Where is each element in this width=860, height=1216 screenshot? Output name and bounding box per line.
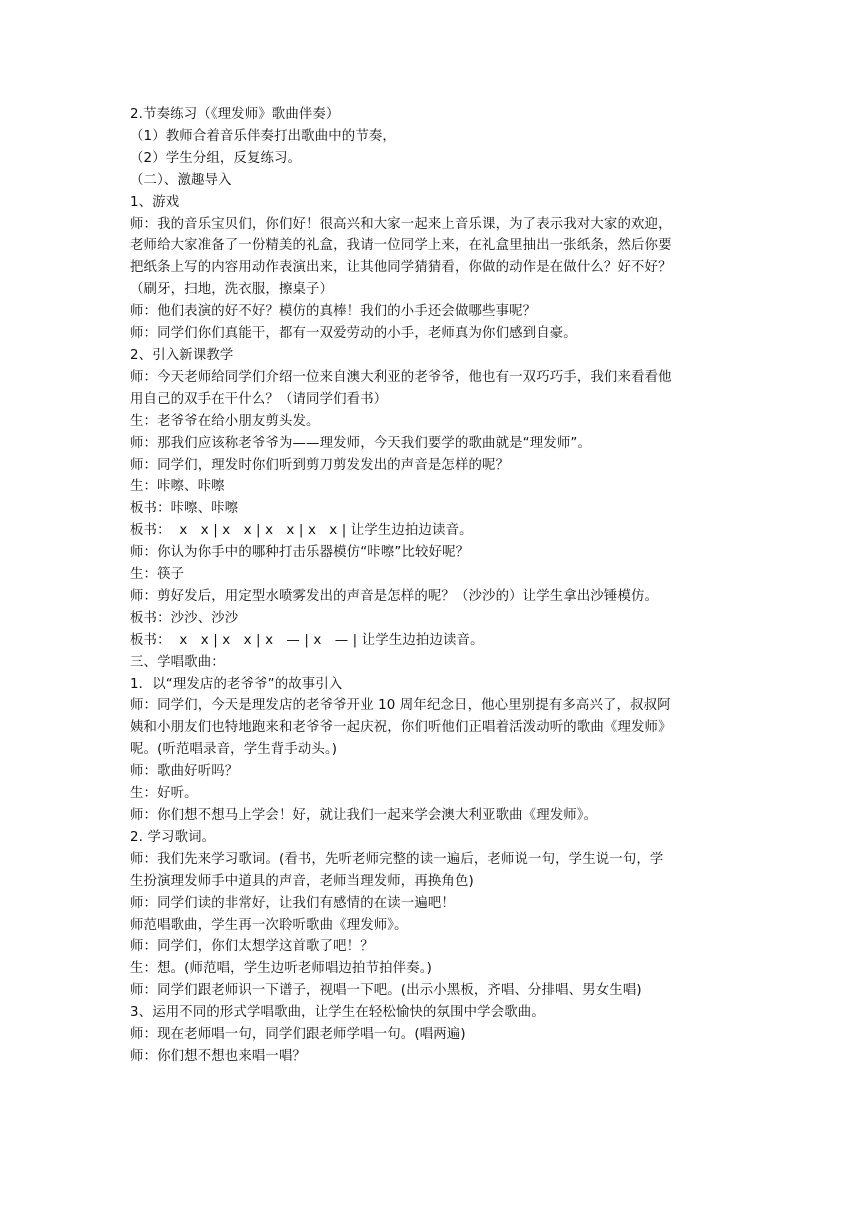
text-line: 呢。(听范唱录音，学生背手动头。) [130,742,338,758]
text-line: 板书：咔嚓、咔嚓 [130,501,239,517]
rhythm-notation-line: 板书： x x | x x | x — | x — | 让学生边拍边读音。 [130,632,484,648]
text-line: 师：同学们跟老师识一下谱子，视唱一下吧。(出示小黑板，齐唱、分排唱、男女生唱) [130,983,642,999]
text-line: 生：咔嚓、咔嚓 [130,479,225,495]
text-line: 师：那我们应该称老爷爷为——理发师，今天我们要学的歌曲就是“理发师”。 [130,435,592,451]
text-line: 师：你认为你手中的哪种打击乐器模仿“咔嚓”比较好呢？ [130,545,470,561]
text-line: 师：现在老师唱一句，同学们跟老师学唱一句。(唱两遍) [130,1027,466,1043]
text-line: 生扮演理发师手中道具的声音，老师当理发师，再换角色) [130,873,474,889]
text-line: 师：今天老师给同学们介绍一位来自澳大利亚的老爷爷，他也有一双巧巧手，我们来看看他 [130,369,672,385]
text-line: 师：我们先来学习歌词。(看书，先听老师完整的读一遍后，老师说一句，学生说一句，学 [130,851,664,867]
text-line: （刷牙，扫地，洗衣服，擦桌子） [130,282,334,298]
text-line: 姨和小朋友们也特地跑来和老爷爷一起庆祝，你们听他们正唱着活泼动听的歌曲《理发师》 [130,720,672,736]
section-heading: （二）、激趣导入 [130,172,232,188]
text-line: 师：你们想不想也来唱一唱？ [130,1048,307,1064]
text-line: 生：筷子 [130,567,185,583]
rhythm-notation-line: 板书： x x | x x | x x | x x | 让学生边拍边读音。 [130,523,473,539]
document-body [130,104,742,1068]
text-line: 师：我的音乐宝贝们，你们好！很高兴和大家一起来上音乐课，为了表示我对大家的欢迎， [130,216,672,232]
text-line: 师范唱歌曲，学生再一次聆听歌曲《理发师》。 [130,917,408,933]
text-line: 师：同学们读的非常好，让我们有感情的在读一遍吧！ [130,895,455,911]
section-heading: 2、引入新课教学 [130,347,234,363]
text-line: 师：同学们，理发时你们听到剪刀剪发发出的声音是怎样的呢？ [130,457,510,473]
section-heading: 3、运用不同的形式学唱歌曲，让学生在轻松愉快的氛围中学会歌曲。 [130,1005,545,1021]
text-line: 师：剪好发后，用定型水喷雾发出的声音是怎样的呢？（沙沙的）让学生拿出沙锤模仿。 [130,588,659,604]
text-line: （2）学生分组，反复练习。 [130,150,302,166]
section-heading: 2.节奏练习（《理发师》歌曲伴奏） [130,107,340,122]
text-line: 师：同学们，你们太想学这首歌了吧！？ [130,939,374,955]
text-line: 把纸条上写的内容用动作表演出来，让其他同学猜猜看，你做的动作是在做什么？好不好？ [130,260,672,276]
text-line: 师：他们表演的好不好？模仿的真棒！我们的小手还会做哪些事呢？ [130,304,537,320]
text-line: 师：你们想不想马上学会！好，就让我们一起来学会澳大利亚歌曲《理发师》。 [130,808,598,823]
text-line: 板书：沙沙、沙沙 [130,610,239,626]
text-line: 师：歌曲好听吗？ [130,764,239,780]
text-line: 用自己的双手在干什么？（请同学们看书） [130,391,388,407]
text-line: 老师给大家准备了一份精美的礼盒，我请一位同学上来，在礼盒里抽出一张纸条，然后你要 [130,238,672,254]
text-line: 师：同学们你们真能干，都有一双爱劳动的小手，老师真为你们感到自豪。 [130,326,577,342]
text-line: 师：同学们，今天是理发店的老爷爷开业 10 周年纪念日，他心里别提有多高兴了，叔叔阿 [130,698,671,714]
text-line: 生：好听。 [130,786,198,802]
text-line: 生：老爷爷在给小朋友剪头发。 [130,413,320,429]
text-line: 生：想。(师范唱，学生边听老师唱边拍节拍伴奏。) [130,961,432,977]
section-heading: 三、学唱歌曲： [130,654,225,670]
text-line: 1．以“理发店的老爷爷”的故事引入 [130,676,343,692]
section-heading: 1、游戏 [130,194,180,210]
section-heading: 2. 学习歌词。 [130,829,216,845]
text-line: （1）教师合着音乐伴奏打出歌曲中的节奏， [130,128,396,144]
